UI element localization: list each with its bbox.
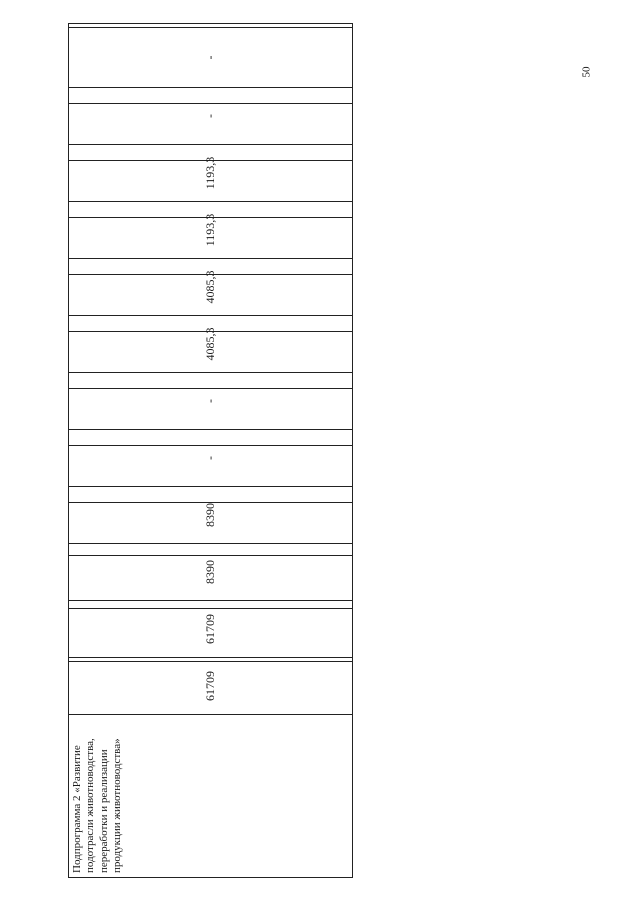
table-cell: 61709 <box>69 601 353 658</box>
rotated-grid <box>68 28 353 878</box>
table-cell: - <box>69 28 353 88</box>
table-cell: 61709 <box>69 658 353 715</box>
table-cell: 4085,3 <box>69 259 353 316</box>
table-cell: - <box>69 373 353 430</box>
table-cell: 8390 <box>69 487 353 544</box>
row-label: Подпрограмма 2 «Развитие подотрасли животноводства, переработки и реализации продукции животноводства» <box>69 715 353 878</box>
table-cell: - <box>69 88 353 145</box>
table-cell: 1193,3 <box>69 202 353 259</box>
table-cell: 4085,3 <box>69 316 353 373</box>
table-cell: 1193,3 <box>69 145 353 202</box>
page-number: 50 <box>580 66 593 78</box>
data-table <box>68 27 353 878</box>
table-cell: 8390 <box>69 544 353 601</box>
table-row <box>69 28 353 878</box>
table-cell: - <box>69 430 353 487</box>
